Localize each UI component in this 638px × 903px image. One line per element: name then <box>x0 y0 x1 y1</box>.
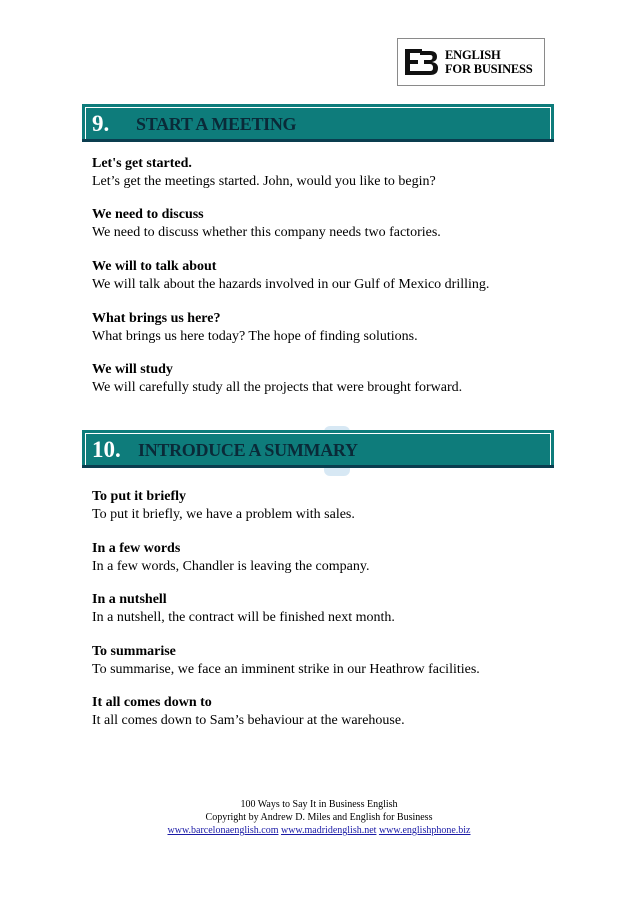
phrase-entry <box>92 361 462 397</box>
phrase-heading: To summarise <box>92 644 176 659</box>
footer-link-madrid[interactable]: www.madridenglish.net <box>280 825 377 836</box>
section-9-title: START A MEETING <box>136 114 297 134</box>
phrase-entry <box>92 643 480 679</box>
footer-link-englishphone[interactable]: www.englishphone.biz <box>378 825 471 836</box>
phrase-example: Let’s get the meetings started. John, would you like to begin? <box>92 174 436 189</box>
phrase-heading: What brings us here? <box>92 311 221 326</box>
phrase-example: We will talk about the hazards involved in our Gulf of Mexico drilling. <box>92 277 490 292</box>
phrase-heading: In a few words <box>92 541 181 556</box>
section-10-number: 10. <box>92 437 121 462</box>
phrase-heading: It all comes down to <box>92 695 212 710</box>
phrase-example: To put it briefly, we have a problem with sales. <box>92 507 355 522</box>
logo-line-2: FOR BUSINESS <box>445 62 533 76</box>
phrase-example: It all comes down to Sam’s behaviour at the warehouse. <box>92 713 405 728</box>
footer-link-barcelona[interactable]: www.barcelonaenglish.com <box>167 825 279 836</box>
phrase-heading: We will study <box>92 362 173 377</box>
phrase-example: We will carefully study all the projects that were brought forward. <box>92 380 463 395</box>
phrase-heading: To put it briefly <box>92 489 186 504</box>
phrase-heading: In a nutshell <box>92 592 167 607</box>
phrase-example: What brings us here today? The hope of finding solutions. <box>92 329 418 344</box>
phrase-heading: We will to talk about <box>92 259 217 274</box>
page-footer <box>0 798 638 837</box>
section-9-number: 9. <box>92 111 110 136</box>
eb-monogram-icon <box>404 47 440 77</box>
phrase-entry <box>92 591 395 627</box>
phrase-entry <box>92 540 369 576</box>
footer-links <box>0 824 638 837</box>
footer-book-title: 100 Ways to Say It in Business English <box>240 799 398 810</box>
phrase-entry <box>92 694 405 730</box>
phrase-entry <box>92 155 436 191</box>
phrase-entry <box>92 206 441 242</box>
phrase-entry <box>92 258 489 294</box>
footer-copyright: Copyright by Andrew D. Miles and English for Business <box>205 812 433 823</box>
logo-line-1: ENGLISH <box>445 48 501 62</box>
phrase-entry <box>92 488 355 524</box>
section-10-header <box>82 430 554 468</box>
english-for-business-logo <box>397 38 545 86</box>
phrase-heading: Let's get started. <box>92 156 192 171</box>
section-9-header <box>82 104 554 142</box>
phrase-example: We need to discuss whether this company needs two factories. <box>92 225 441 240</box>
phrase-entry <box>92 310 418 346</box>
phrase-example: To summarise, we face an imminent strike in our Heathrow facilities. <box>92 662 480 677</box>
phrase-example: In a few words, Chandler is leaving the company. <box>92 559 370 574</box>
phrase-heading: We need to discuss <box>92 207 204 222</box>
phrase-example: In a nutshell, the contract will be finished next month. <box>92 610 395 625</box>
section-10-title: INTRODUCE A SUMMARY <box>138 440 358 460</box>
